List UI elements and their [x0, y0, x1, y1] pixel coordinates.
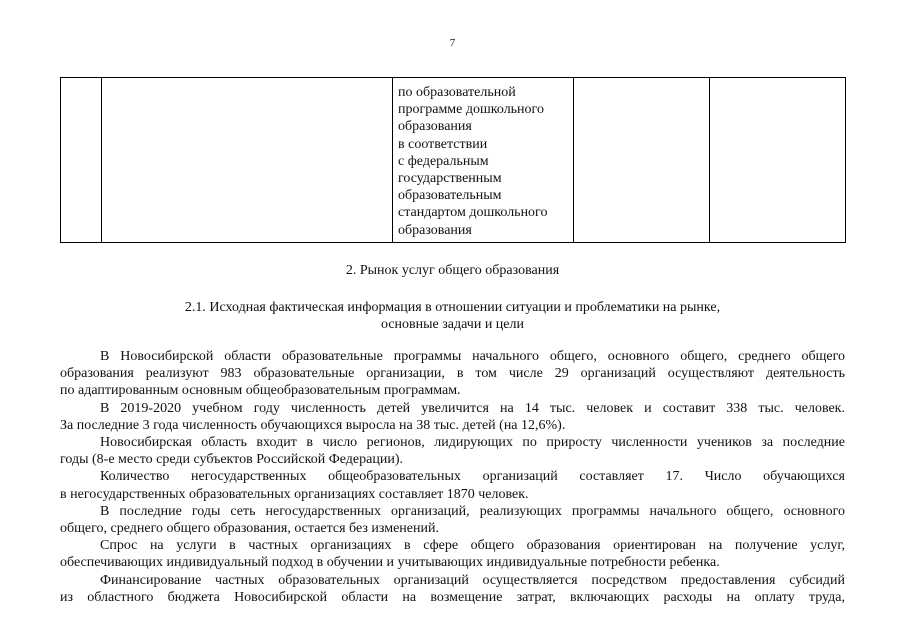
cell-line: с федеральным: [398, 153, 489, 169]
paragraph: [60, 572, 845, 606]
text-line: В Новосибирской области образовательные программы начального общего, основного общего, среднего общего: [100, 349, 845, 364]
paragraph: [60, 400, 845, 434]
table-cell-4: [574, 78, 710, 243]
text-line: Финансирование частных образовательных организаций осуществляется посредством предоставления субсидий: [100, 572, 845, 588]
table-cell-2: [102, 78, 393, 243]
section-title: 2. Рынок услуг общего образования: [345, 263, 560, 278]
text-line: годы (8-е место среди субъектов Российской Федерации).: [60, 452, 403, 468]
table-cell-3: [393, 78, 574, 243]
subsection-title-line: 2.1. Исходная фактическая информация в отношении ситуации и проблематики на рынке,: [184, 300, 721, 315]
text-line: Спрос на услуги в частных организациях в сфере общего образования ориентирован на получение услуг,: [100, 538, 845, 554]
text-line: по адаптированным основным общеобразовательным программам.: [60, 383, 461, 399]
text-line: обеспечивающих индивидуальный подход в обучении и учитывающих индивидуальные потребности ребенка.: [60, 555, 720, 571]
text-line: В 2019-2020 учебном году численность детей увеличится на 14 тыс. человек и составит 338 тыс. человек.: [100, 400, 845, 416]
cell-line: образования: [398, 222, 472, 238]
continuation-table: [60, 77, 846, 243]
body-text: [60, 348, 845, 606]
paragraph: [60, 434, 845, 468]
cell-line: по образовательной: [398, 85, 516, 100]
cell-text: [393, 78, 573, 239]
paragraph: [60, 468, 845, 502]
subsection-title-line: основные задачи и цели: [380, 317, 524, 332]
cell-line: в соответствии: [398, 136, 488, 152]
cell-line: стандартом дошкольного: [398, 205, 548, 221]
text-line: образования реализуют 983 образовательные организации, в том числе 29 организаций осуществляют деятельность: [60, 366, 845, 382]
text-line: В последние годы сеть негосударственных организаций, реализующих программы начального общего, основного: [100, 503, 845, 519]
page-number: 7: [449, 37, 456, 49]
cell-line: программе дошкольного: [398, 102, 544, 118]
table-cell-5: [710, 78, 846, 243]
paragraph: [60, 348, 845, 400]
paragraph: [60, 503, 845, 537]
paragraph: [60, 537, 845, 571]
cell-line: государственным: [398, 171, 502, 187]
table-cell-1: [61, 78, 102, 243]
table-row: [61, 78, 846, 243]
text-line: в негосударственных образовательных организациях составляет 1870 человек.: [60, 486, 529, 502]
text-line: За последние 3 года численность обучающихся выросла на 38 тыс. детей (на 12,6%).: [60, 417, 566, 433]
cell-line: образовательным: [398, 188, 502, 204]
text-line: из областного бюджета Новосибирской области на возмещение затрат, включающих расходы на оплату труда,: [60, 589, 845, 605]
text-line: Новосибирская область входит в число регионов, лидирующих по приросту численности учеников за последние: [100, 435, 845, 451]
cell-line: образования: [398, 119, 472, 135]
text-line: Количество негосударственных общеобразовательных организаций составляет 17. Число обучающихся: [100, 469, 845, 485]
subsection-title: [60, 299, 845, 333]
text-line: общего, среднего общего образования, остается без изменений.: [60, 521, 439, 537]
